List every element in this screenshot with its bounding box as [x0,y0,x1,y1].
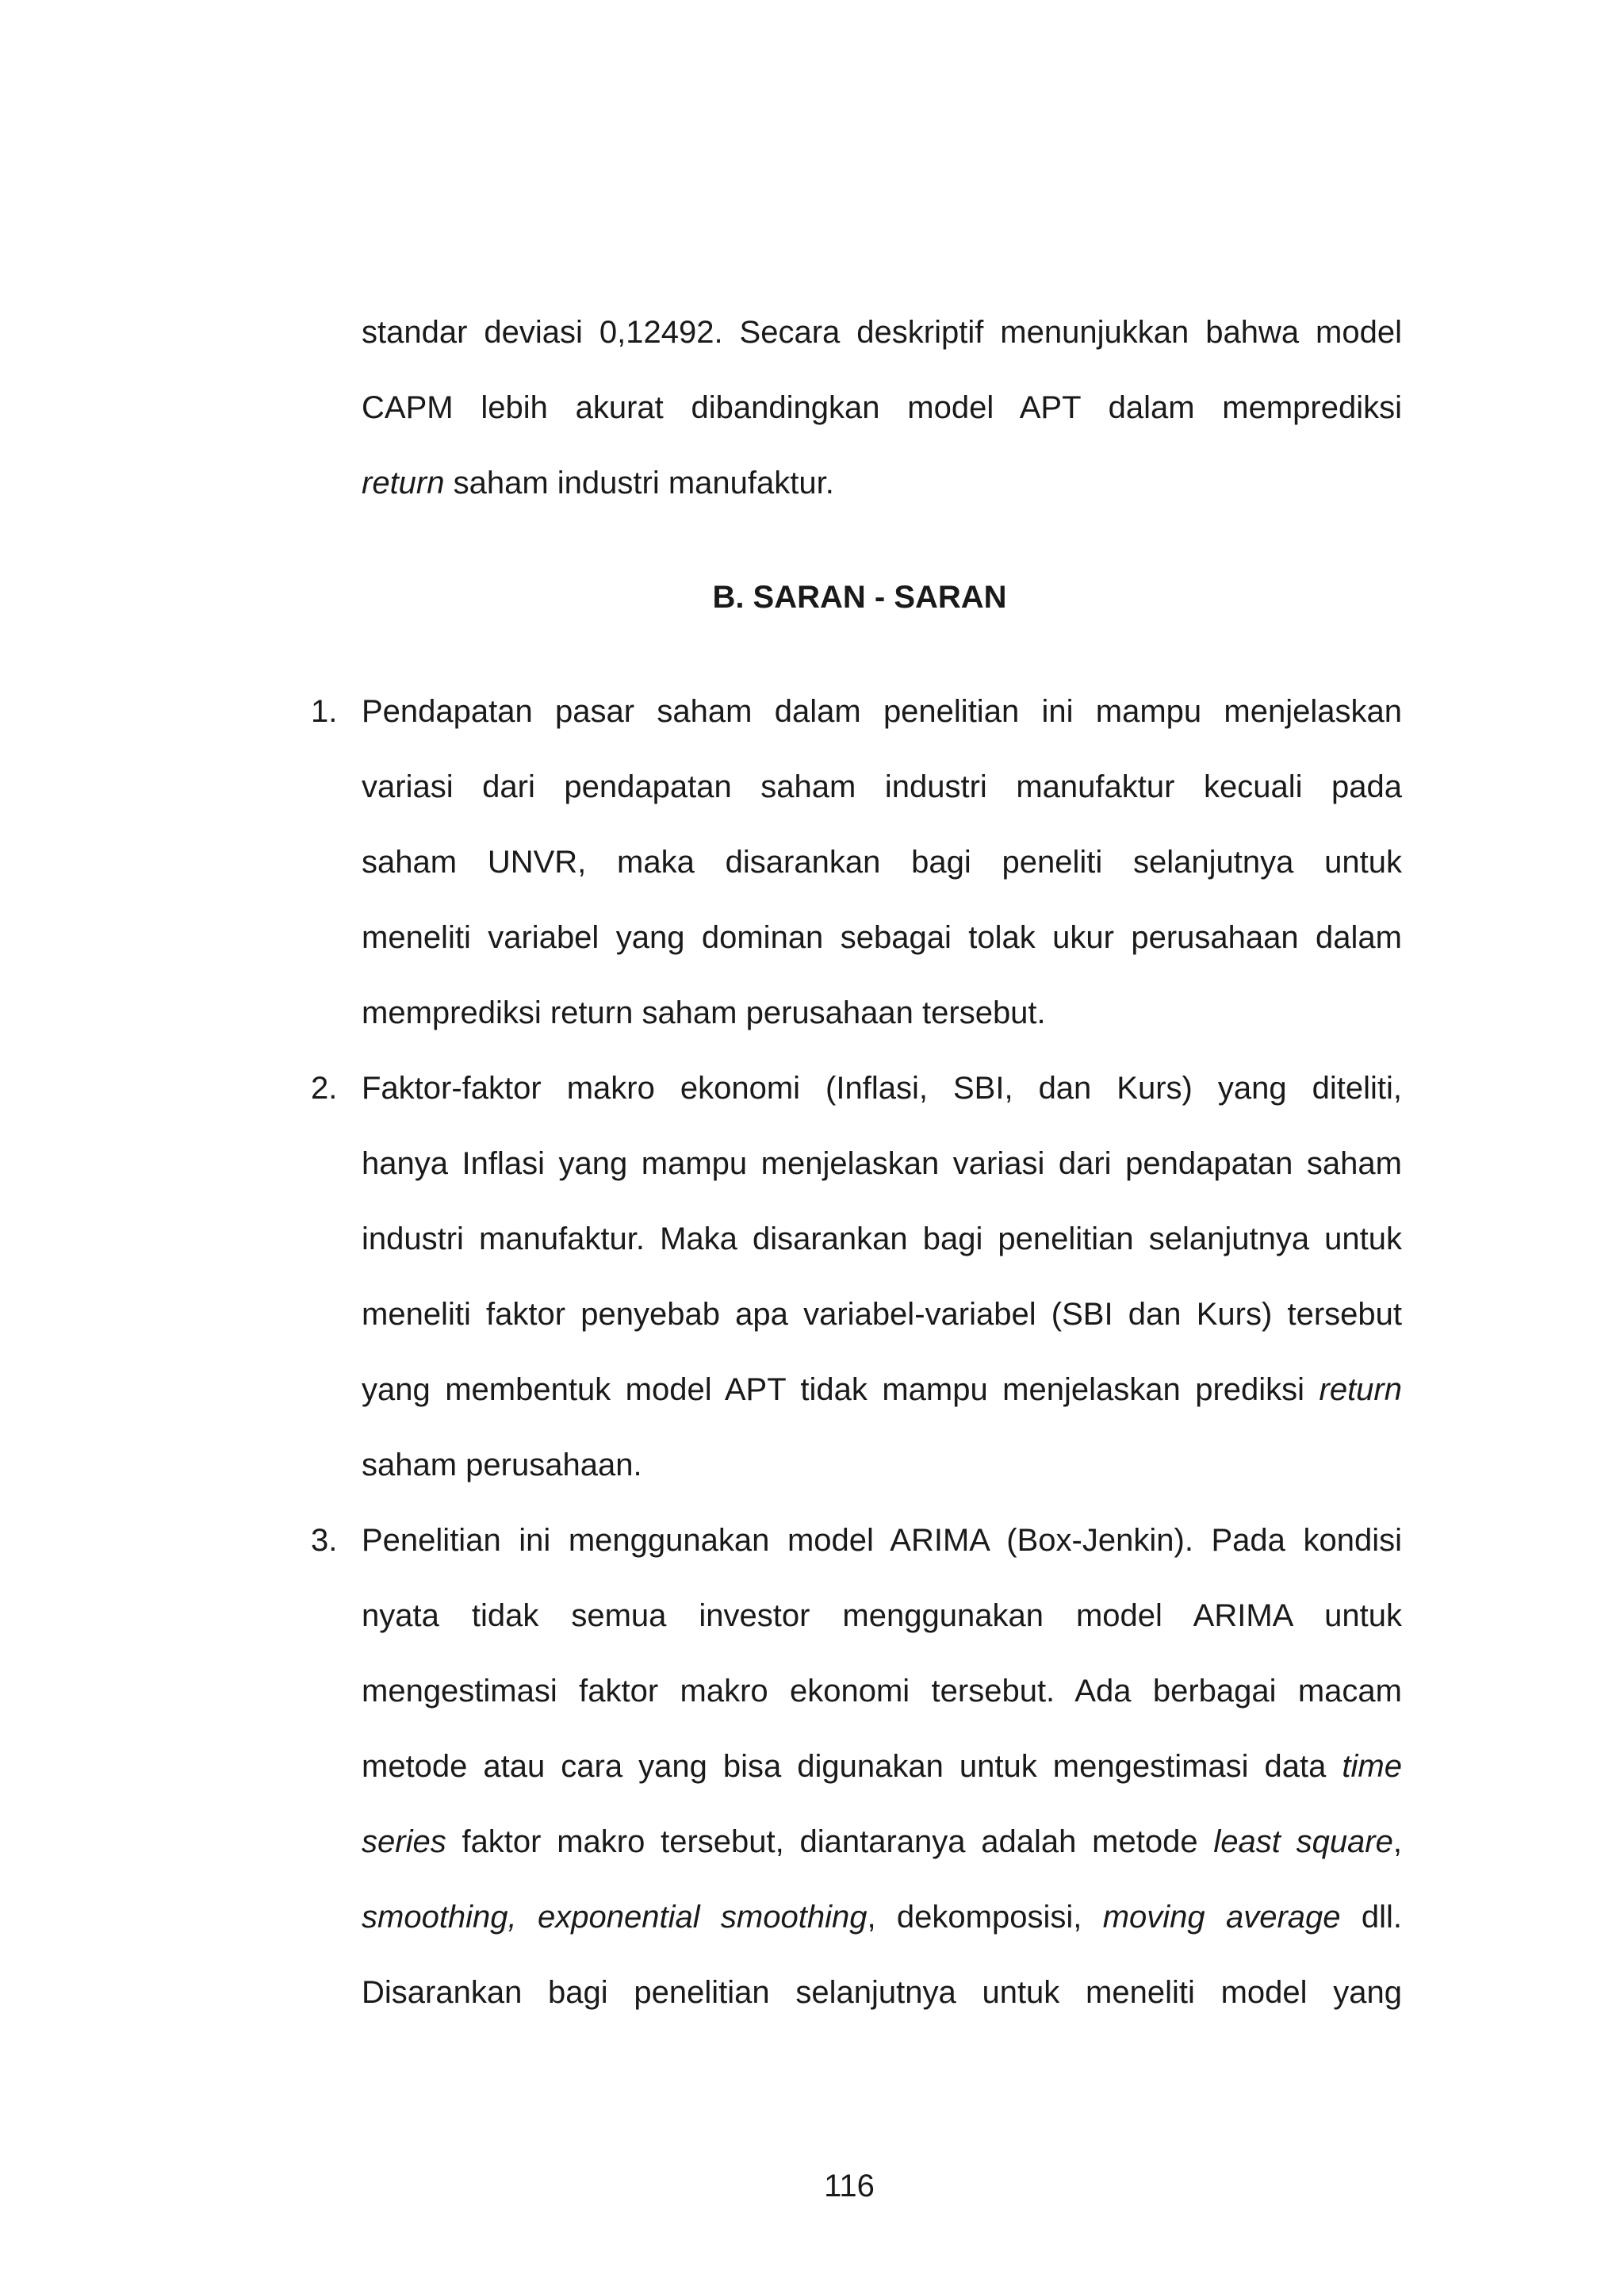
item-3-line-4-text: metode atau cara yang bisa digunakan untuk mengestimasi data [362,1749,1342,1784]
item-3-italic-series: series [362,1824,446,1859]
item-3-italic-smoothing: smoothing, exponential smoothing [362,1900,868,1935]
item-3-line-5-text: faktor makro tersebut, diantaranya adalah metode [446,1824,1214,1859]
intro-line-1: standar deviasi 0,12492. Secara deskriptif menunjukkan bahwa model [362,315,1402,350]
item-3-italic-least-square: least square [1213,1824,1393,1859]
item-1-line-4: meneliti variabel yang dominan sebagai tolak ukur perusahaan dalam [362,920,1402,955]
item-2-line-5 [362,1367,1402,1412]
item-3-line-2: nyata tidak semua investor menggunakan model ARIMA untuk [362,1598,1402,1633]
item-3-line-3: mengestimasi faktor makro ekonomi tersebut. Ada berbagai macam [362,1674,1402,1709]
item-2-line-4: meneliti faktor penyebab apa variabel-variabel (SBI dan Kurs) tersebut [362,1297,1402,1332]
item-3-line-5-end: , [1392,1824,1402,1859]
item-2-line-2: hanya Inflasi yang mampu menjelaskan variasi dari pendapatan saham [362,1146,1402,1181]
item-1-line-1: Pendapatan pasar saham dalam penelitian ini mampu menjelaskan [362,694,1402,729]
intro-line-2: CAPM lebih akurat dibandingkan model APT dalam memprediksi [362,390,1402,425]
item-3-line-6 [362,1895,1402,1939]
section-heading: B. SARAN - SARAN [712,580,1007,615]
item-1-line-3: saham UNVR, maka disarankan bagi peneliti selanjutnya untuk [362,845,1402,880]
intro-line-3-rest: saham industri manufaktur. [444,466,834,501]
item-1-line-2: variasi dari pendapatan saham industri manufaktur kecuali pada [362,769,1402,804]
item-3-line-7: Disarankan bagi penelitian selanjutnya untuk meneliti model yang [362,1975,1402,2010]
page-number: 116 [824,2169,875,2203]
item-2-line-5-text: yang membentuk model APT tidak mampu menjelaskan prediksi [362,1372,1320,1407]
item-3-italic-time: time [1342,1749,1402,1784]
item-2-line-6: saham perusahaan. [362,1448,642,1482]
item-3-line-6-text: , dekomposisi, [867,1900,1103,1935]
item-1-line-5: memprediksi return saham perusahaan tersebut. [362,995,1046,1030]
item-3-line-1: Penelitian ini menggunakan model ARIMA (Box-Jenkin). Pada kondisi [362,1523,1402,1558]
intro-italic-return: return [362,466,445,501]
item-2-line-3: industri manufaktur. Maka disarankan bagi penelitian selanjutnya untuk [362,1222,1402,1256]
intro-line-3 [362,461,1402,505]
item-3-line-5 [362,1820,1402,1864]
list-number-1: 1. [311,694,338,729]
list-number-2: 2. [311,1071,338,1106]
list-number-3: 3. [311,1523,338,1558]
item-3-line-6-end: dll. [1340,1900,1402,1935]
item-3-italic-moving-average: moving average [1102,1900,1341,1935]
item-2-line-1: Faktor-faktor makro ekonomi (Inflasi, SBI, dan Kurs) yang diteliti, [362,1071,1402,1106]
item-3-line-4 [362,1744,1402,1789]
item-2-italic-return: return [1319,1372,1402,1407]
